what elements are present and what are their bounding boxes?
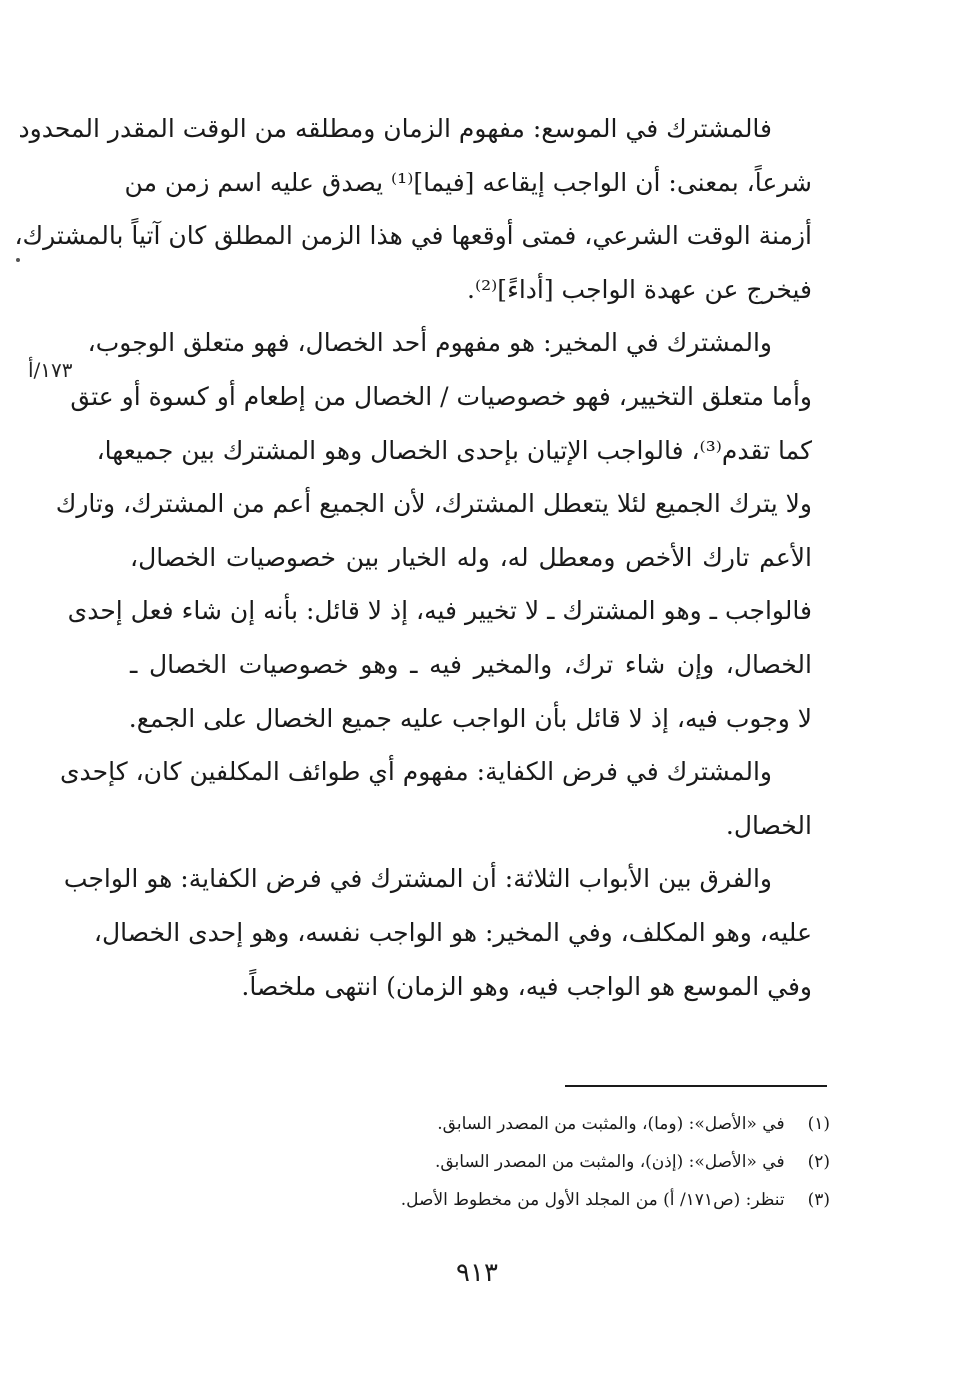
footnote-number: (١) [807, 1114, 830, 1134]
footnotes-section [300, 1105, 830, 1219]
text-line: فيخرج عن عهدة الواجب [أداءً]⁽²⁾. [467, 274, 812, 304]
footnote-item [300, 1105, 830, 1143]
text-line: أزمنة الوقت الشرعي، فمتى أوقعها في هذا الزمن المطلق كان آتياً بالمشترك، [14, 221, 812, 251]
footnote-item [300, 1143, 830, 1181]
footnote-number: (٣) [807, 1190, 830, 1210]
footnote-number: (٢) [807, 1152, 830, 1172]
text-line: فالواجب ـ وهو المشترك ـ لا تخيير فيه، إذ لا قائل: بأنه إن شاء فعل إحدى [67, 596, 812, 626]
footnote-text: تنظر: (ص١٧١/ أ) من المجلد الأول من مخطوط الأصل. [400, 1190, 785, 1210]
text-line: والفرق بين الأبواب الثلاثة: أن المشترك في فرض الكفاية: هو الواجب [63, 864, 772, 894]
text-line: والمشترك في فرض الكفاية: مفهوم أي طوائف المكلفين كان، كإحدى [59, 757, 772, 787]
text-line: فالمشترك في الموسع: مفهوم الزمان ومطلقه من الوقت المقدر المحدود [18, 114, 772, 143]
footnote-separator [565, 1085, 827, 1087]
text-line: وفي الموسع هو الواجب فيه، وهو الزمان) انتهى ملخصاً. [241, 971, 812, 1001]
margin-manuscript-reference: ١٧٣/أ [28, 358, 73, 382]
text-line: لا وجوب فيه، إذ لا قائل بأن الواجب عليه جميع الخصال على الجمع. [128, 703, 812, 733]
text-line: وأما متعلق التخيير، فهو خصوصيات / الخصال من إطعام أو كسوة أو عتق [70, 381, 812, 411]
text-line: الخصال. [725, 810, 812, 840]
text-line: شرعاً، بمعنى: أن الواجب إيقاعه [فيما]⁽¹⁾ يصدق عليه اسم زمن من [124, 167, 812, 197]
text-line: عليه، وهو المكلف، وفي المخير: هو الواجب نفسه، وهو إحدى الخصال، [93, 917, 812, 947]
footnote-text: في «الأصل»: (إذن)، والمثبت من المصدر السابق. [434, 1152, 785, 1172]
text-line: كما تقدم⁽³⁾، فالواجب الإتيان بإحدى الخصال وهو المشترك بين جميعها، [96, 435, 812, 465]
page-number: ٩١٣ [456, 1258, 498, 1288]
footnote-item [300, 1181, 830, 1219]
text-line: الخصال، وإن شاء ترك، والمخير فيه ـ وهو خصوصيات الخصال ـ [130, 649, 812, 679]
text-line: الأعم تارك الأخص ومعطل له، وله الخيار بين خصوصيات الخصال، [130, 542, 812, 572]
text-line: والمشترك في المخير: هو مفهوم أحد الخصال، فهو متعلق الوجوب، [87, 328, 772, 358]
footnote-text: في «الأصل»: (وما)، والمثبت من المصدر السابق. [437, 1114, 785, 1134]
text-line: ولا يترك الجميع لئلا يتعطل المشترك، لأن الجميع أعم من المشترك، وتارك [55, 489, 812, 519]
